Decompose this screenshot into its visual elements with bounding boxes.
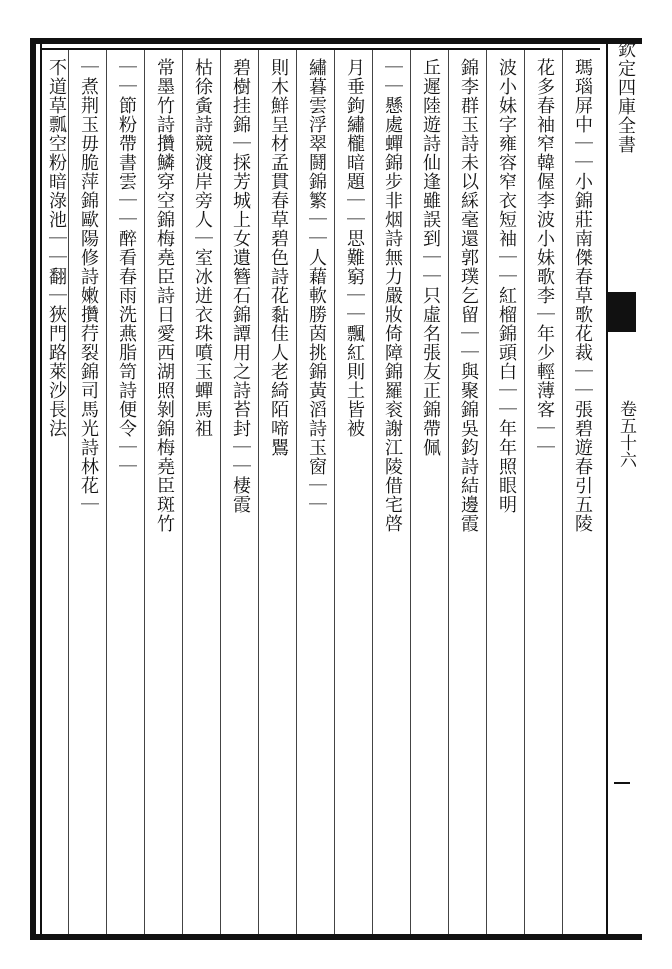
text-column-9: 則木鮮呈材孟貫春草碧色詩花黏佳人老綺陌啼鸎 — [268, 58, 289, 457]
column-rule — [448, 50, 449, 934]
text-column-6: ｜｜懸處蟬錦步非烟詩無力嚴妝倚障錦羅衮謝江陵借宅啓 — [382, 58, 403, 533]
text-column-13: ｜｜節粉帶書雲｜｜醉看春雨洗燕脂笥詩便令｜｜ — [116, 58, 137, 476]
text-column-3: 波小妹字雍容窄衣短袖｜｜紅榴錦頭白｜｜年年照眼明 — [496, 58, 517, 514]
text-column-15: 不道草瓢空粉暗淥池｜｜翻｜狹門路萊沙長法 — [46, 58, 67, 438]
frame-inner-top-border — [40, 48, 600, 50]
column-rule — [258, 50, 259, 934]
column-rule — [144, 50, 145, 934]
column-rule — [182, 50, 183, 934]
text-column-8: 繡暮雲浮翠鬪錦繁｜｜人藉軟勝茵挑錦黃滔詩玉窗｜｜ — [306, 58, 327, 514]
page-mark — [614, 782, 630, 784]
frame-bottom-border — [30, 934, 642, 940]
text-column-14: ｜煮荆玉毋脆萍錦歐陽修詩嫩攢荇裂錦司馬光詩林花｜ — [78, 58, 99, 514]
column-rule — [410, 50, 411, 934]
column-rule — [106, 50, 107, 934]
volume-label: 卷五十六 — [616, 400, 636, 468]
column-rule — [68, 50, 69, 934]
column-rule — [562, 50, 563, 934]
text-column-4: 錦李群玉詩未以綵毫還郭璞乞留｜｜與聚錦吳鈞詩結邊霞 — [458, 58, 479, 533]
book-title: 欽定四庫全書 — [615, 40, 636, 154]
column-rule — [524, 50, 525, 934]
column-rule — [486, 50, 487, 934]
frame-inner-left-border — [40, 44, 42, 934]
spine-margin — [606, 38, 638, 934]
text-column-11: 枯徐夤詩競渡岸旁人｜室冰迸衣珠噴玉蟬馬祖 — [192, 58, 213, 438]
fishtail-mark — [606, 292, 636, 332]
text-column-5: 丘遲陸遊詩仙逢雖誤到｜｜只虛名張友正錦帶佩 — [420, 58, 441, 457]
frame-top-border — [30, 38, 642, 44]
column-rule — [296, 50, 297, 934]
text-column-1: 瑪瑙屏中｜｜小錦莊南傑春草歌花裁｜｜張碧遊春引五陵 — [572, 58, 593, 533]
frame-left-border — [30, 38, 36, 940]
text-column-10: 碧樹挂錦｜採芳城上女遺簪石錦譚用之詩苔封｜｜棲霞 — [230, 58, 251, 514]
column-rule — [334, 50, 335, 934]
column-rule — [372, 50, 373, 934]
text-column-12: 常墨竹詩攢鱗穿空錦梅堯臣詩日愛西湖照剝錦梅堯臣斑竹 — [154, 58, 175, 533]
text-column-7: 月垂鉤繡櫳暗題｜｜思難窮｜｜飄紅則土皆被 — [344, 58, 365, 438]
column-rule — [220, 50, 221, 934]
text-column-2: 花多春袖窄韓偓李波小妹歌李｜年少輕薄客｜｜ — [534, 58, 555, 457]
